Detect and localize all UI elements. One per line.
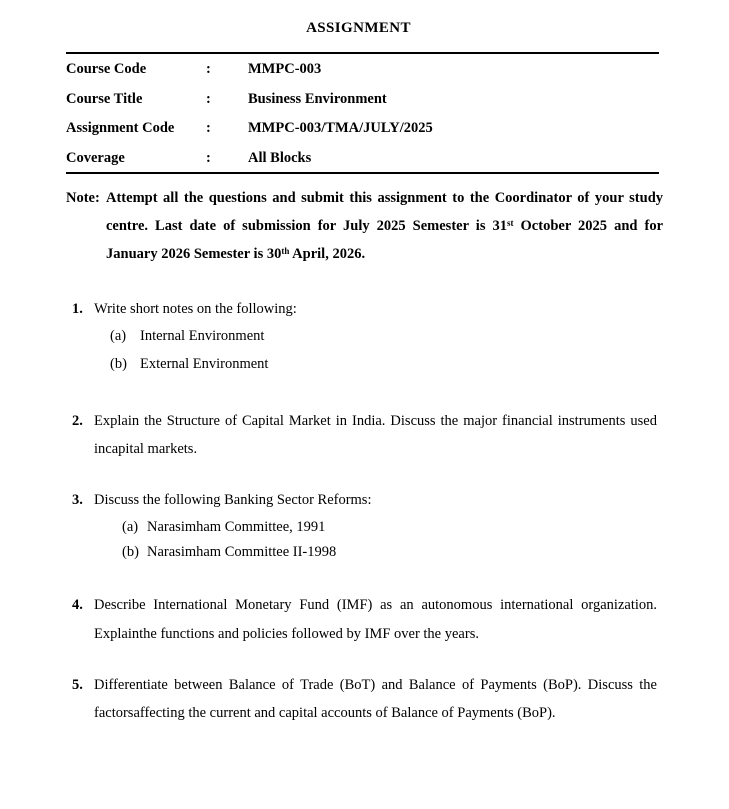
note-line-3-part-1: and for January 2026 Semester is 30 [106, 217, 664, 262]
sub-item-marker: (b) [122, 544, 139, 561]
question-text: Differentiate between Balance of Trade (BoT) and Balance of Payments (BoP). Discuss the factorsaffecting the current and capital accounts of Balance of Payments (BoP). [94, 676, 657, 722]
sub-item-label: Narasimham Committee II-1998 [147, 544, 337, 561]
course-info-table-body [66, 54, 659, 172]
list-item [110, 323, 657, 351]
info-value: MMPC-003 [248, 61, 322, 77]
question-spacer [72, 379, 657, 407]
question-body [94, 486, 657, 566]
question-body [94, 407, 657, 464]
question-text: Describe International Monetary Fund (IMF) as an autonomous international organization. Explainthe functions and policies followed by IMF over the years. [94, 597, 657, 642]
question-body [94, 295, 657, 379]
info-label: Assignment Code [66, 120, 175, 136]
question-list [72, 295, 657, 727]
note-line-1: Attempt all the questions and submit this assignment to the Coordinator of your [106, 190, 624, 206]
question-text: Explain the Structure of Capital Market in India. Discuss the major financial instruments used incapital markets. [94, 412, 657, 458]
question-item [72, 671, 657, 728]
note-line-2-part-2: October 2025 [513, 217, 608, 234]
info-value: MMPC-003/TMA/JULY/2025 [248, 120, 433, 136]
info-colon: : [206, 61, 211, 77]
list-item [122, 540, 657, 566]
note-ordinal-suffix-th: th [281, 246, 290, 257]
info-label: Course Code [66, 61, 147, 77]
note-line-3-part-2: April, 2026. [289, 245, 366, 262]
table-row [66, 54, 659, 84]
question-spacer [72, 566, 657, 591]
note-text [106, 185, 663, 269]
sub-item-label: Internal Environment [140, 328, 265, 345]
question-item [72, 407, 657, 464]
table-row [66, 143, 659, 173]
question-body [94, 671, 657, 728]
info-label: Course Title [66, 90, 143, 107]
table-row [66, 113, 659, 143]
list-item [122, 515, 657, 541]
sub-item-marker: (b) [110, 356, 127, 373]
question-spacer [72, 648, 657, 671]
question-item [72, 295, 657, 379]
info-colon: : [206, 90, 211, 107]
sub-item-label: Narasimham Committee, 1991 [147, 518, 326, 535]
note-block [66, 185, 663, 269]
page-title: ASSIGNMENT [306, 20, 411, 36]
question-number: 2. [72, 412, 83, 429]
info-value: All Blocks [248, 149, 312, 166]
info-value: Business Environment [248, 90, 387, 107]
question-number: 1. [72, 300, 83, 317]
note-label: Note: [66, 190, 100, 206]
info-colon: : [206, 120, 211, 136]
question-item [72, 486, 657, 566]
note-line-2-part-1: study centre. Last date of submission for July 2025 Semester is 31 [106, 190, 664, 234]
list-item [110, 351, 657, 379]
question-number: 5. [72, 676, 83, 693]
question-text: Write short notes on the following: [94, 300, 297, 317]
question-number: 3. [72, 492, 83, 509]
question-number: 4. [72, 597, 83, 614]
sub-item-marker: (a) [110, 328, 127, 345]
course-info-table [66, 52, 659, 174]
sub-item-label: External Environment [140, 356, 269, 373]
sub-item-marker: (a) [122, 518, 139, 535]
question-sub-list [122, 515, 657, 567]
question-sub-list [110, 323, 657, 379]
table-row [66, 84, 659, 114]
question-item [72, 591, 657, 648]
question-body [94, 591, 657, 648]
question-text: Discuss the following Banking Sector Reforms: [94, 492, 372, 509]
info-colon: : [206, 149, 211, 166]
question-spacer [72, 463, 657, 486]
note-ordinal-suffix-st: st [507, 218, 514, 229]
info-label: Coverage [66, 149, 125, 166]
